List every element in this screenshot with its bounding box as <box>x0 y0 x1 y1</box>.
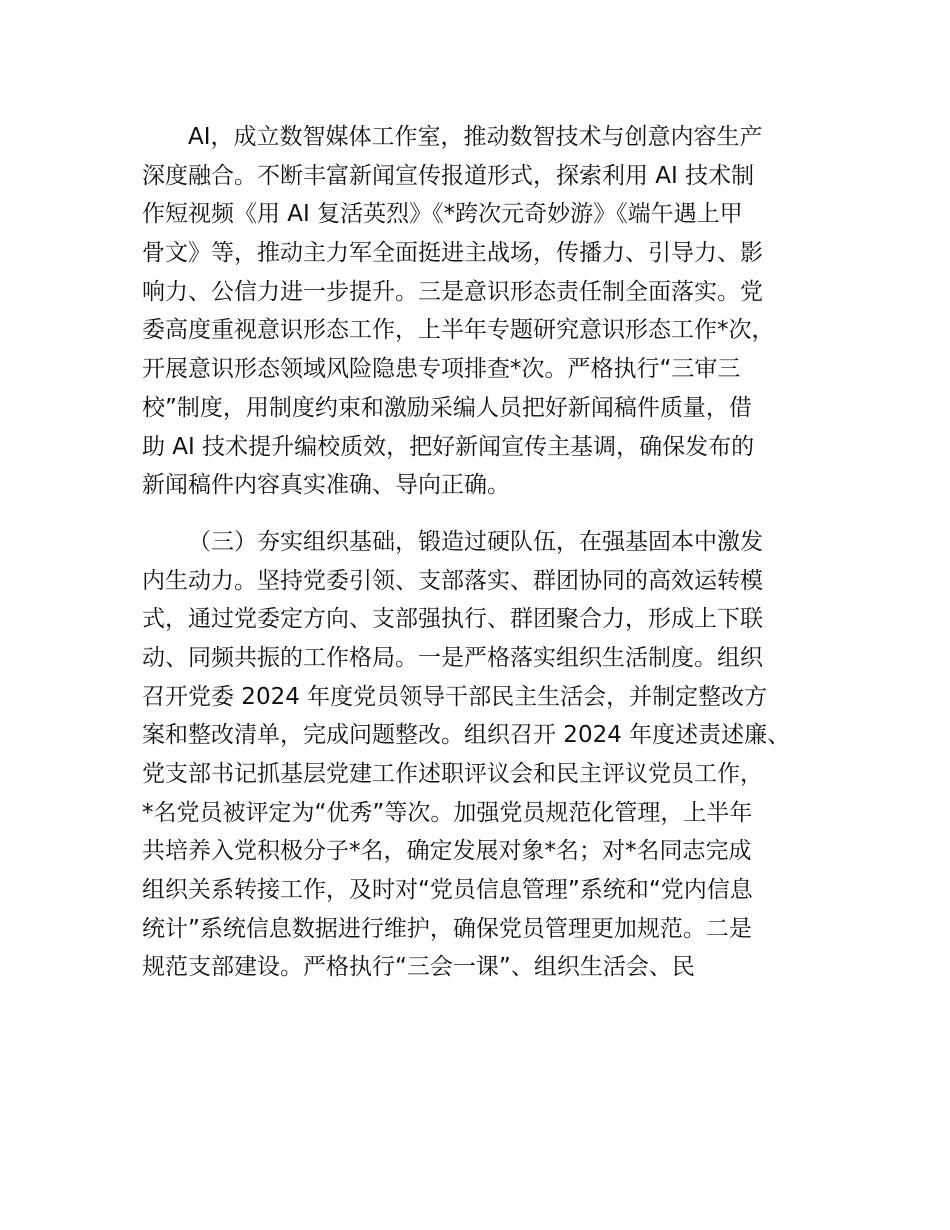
text-line: 开展意识形态领域风险隐患专项排查*次。严格执行“三审三 <box>142 356 741 383</box>
text-line: *名党员被评定为“优秀”等次。加强党员规范化管理，上半年 <box>142 799 753 826</box>
text-line: 响力、公信力进一步提升。三是意识形态责任制全面落实。党 <box>142 278 763 305</box>
text-line: 作短视频《用 AI 复活英烈》《*跨次元奇妙游》《端午遇上甲 <box>142 201 743 228</box>
text-line: 式，通过党委定方向、支部强执行、群团聚合力，形成上下联 <box>142 606 763 633</box>
text-line: 规范支部建设。严格执行“三会一课”、组织生活会、民 <box>142 954 695 981</box>
text-line: （三）夯实组织基础，锻造过硬队伍，在强基固本中激发 <box>188 528 763 555</box>
text-line: 骨文》等，推动主力军全面挺进主战场，传播力、引导力、影 <box>142 240 763 267</box>
text-line: 案和整改清单，完成问题整改。组织召开 2024 年度述责述廉、 <box>142 722 791 749</box>
text-line: 党支部书记抓基层党建工作述职评议会和民主评议党员工作， <box>142 761 763 787</box>
paragraph-organization-foundation <box>142 523 822 987</box>
text-line: 校”制度，用制度约束和激励采编人员把好新闻稿件质量，借 <box>142 394 752 421</box>
text-line: 动、同频共振的工作格局。一是严格落实组织生活制度。组织 <box>142 644 763 671</box>
text-line: 助 AI 技术提升编校质效，把好新闻宣传主基调，确保发布的 <box>142 433 755 460</box>
text-line: 召开党委 2024 年度党员领导干部民主生活会，并制定整改方 <box>142 683 768 710</box>
text-line: 新闻稿件内容真实准确、导向正确。 <box>142 472 510 499</box>
text-line: 深度融合。不断丰富新闻宣传报道形式，探索利用 AI 技术制 <box>142 162 755 189</box>
text-line: 组织关系转接工作，及时对“党员信息管理”系统和“党内信息 <box>142 877 753 904</box>
text-line: 共培养入党积极分子*名，确定发展对象*名；对*名同志完成 <box>142 838 752 865</box>
text-line: 内生动力。坚持党委引领、支部落实、群团协同的高效运转模 <box>142 567 763 594</box>
text-line: 委高度重视意识形态工作，上半年专题研究意识形态工作*次， <box>142 317 775 344</box>
document-body <box>142 118 822 987</box>
paragraph-ai-media <box>142 118 822 505</box>
text-line: AI，成立数智媒体工作室，推动数智技术与创意内容生产 <box>188 124 763 150</box>
text-line: 统计”系统信息数据进行维护，确保党员管理更加规范。二是 <box>142 915 752 942</box>
